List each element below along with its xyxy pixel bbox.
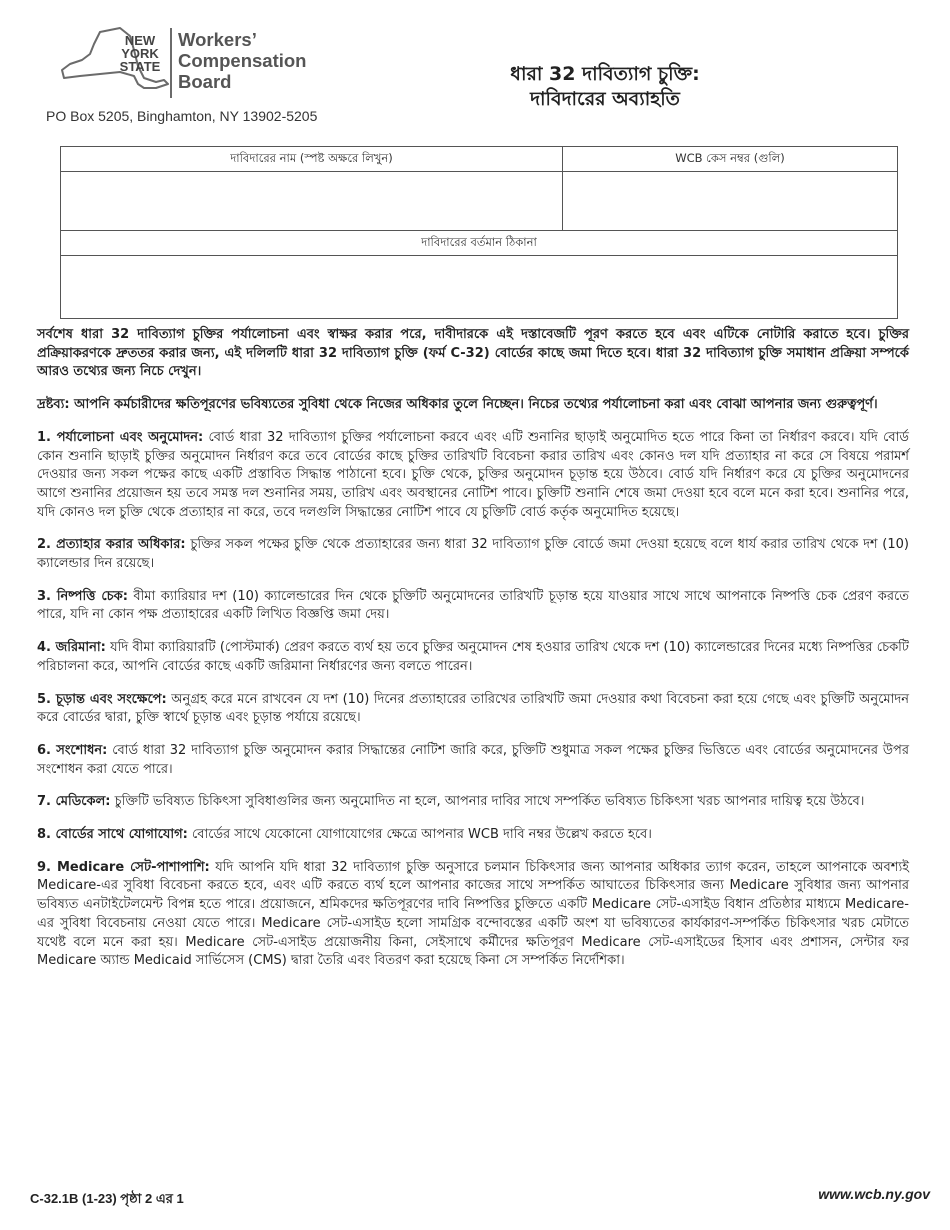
section-body: অনুগ্রহ করে মনে রাখবেন যে দশ (10) দিনের প্রত্যাহারের তারিখের তারিখটি জমা দেওয়ার কথা বিবেচনা করা হয়ে গেছে এবং চুক্তিটি অনুমোদন করে বোর্ডের দ্বারা, চুক্তি স্বার্থে চূড়ান্ত এবং চূড়ান্ত পর্যায়ে রয়েছে।	[37, 691, 909, 726]
section-review-approval	[37, 429, 909, 523]
section-body: যদি আপনি যদি ধারা 32 দাবিত্যাগ চুক্তি অনুসারে চলমান চিকিৎসার জন্য আপনার অধিকার ত্যাগ করেন, তাহলে আপনাকে অবশ্যই Medicare-এর সুবিধা বিবেচনা করতে হবে, এবং এটি করতে ব্যর্থ হলে আপনার কাজের সাথে সম্পর্কিত আঘাতের চিকিৎসার জন্য Medicare সুবিধার জন্য আপনার ভবিষ্যত এনটাইটেলমেন্ট বিপন্ন হতে পারে। প্রয়োজনে, শ্রমিকদের ক্ষতিপূরণের দাবি নিষ্পত্তির চুক্তিতে একটি Medicare সেট-এসাইড বিধান প্রতিষ্ঠার মাধ্যমে Medicare-এর সুবিধা বিবেচনায় নেওয়া যেতে পারে। Medicare সেট-এসাইড হলো সামগ্রিক বন্দোবস্তের একটি অংশ যা ভবিষ্যতের কার্যকারণ-সম্পর্কিত চিকিৎসার খরচ মেটাতে যথেষ্ট বলে মনে করা হয়। Medicare সেট-এসাইড প্রয়োজনীয় কিনা, সেইসাথে কর্মীদের ক্ষতিপূরণ Medicare সেট-এসাইডের হিসাব এবং প্রশাসন, সেন্টার ফর Medicare অ্যান্ড Medicaid সার্ভিসেস (CMS) দ্বারা তৈরি এবং বিতরণ করা হয়েছে কিনা সে সম্পর্কিত নির্দেশিকা।	[37, 859, 910, 969]
section-heading: 6. সংশোধন:	[37, 742, 108, 758]
wcb-logo	[60, 26, 360, 106]
section-body: বোর্ড ধারা 32 দাবিত্যাগ চুক্তির পর্যালোচনা করবে এবং এটি শুনানির ছাড়াই অনুমোদিত হতে পারে কিনা তা নির্ধারণ করবে। যদি বোর্ড কোন শুনানি ছাড়াই চুক্তির অনুমোদন নির্ধারণ করে তবে বোর্ডের কাছে চুক্তির তারিখটি বিবেচনা করার তারিখ এবং কোনও দল যদি প্রত্যাহার না করে সে বিষয়ে পরামর্শ দেওয়ার জন্য সকল পক্ষের কাছে একটি প্রস্তাবিত সিদ্ধান্ত পাঠানো হবে। চুক্তি থেকে, চুক্তির অনুমোদন চূড়ান্ত হয়ে উঠবে। বোর্ড যদি নির্ধারণ করে যে চুক্তির অনুমোদনের আগে শুনানির প্রয়োজন হয় তবে সমস্ত দল শুনানির সময়, তারিখ এবং অবস্থানের নোটিশ পাবে। চুক্তিটি শুনানি শেষে জমা দেওয়া হবে বলে মনে করা হবে। শুনানির পরে, যদি কোনও দল চুক্তি থেকে প্রত্যাহার না করে, তবে দলগুলি সিদ্ধান্তের নোটিশ পাবে যে চুক্তিটি বোর্ড কর্তৃক অনুমোদিত হয়েছে।	[37, 429, 910, 520]
page-header	[0, 0, 950, 130]
instructions-content	[37, 326, 909, 985]
section-body: চুক্তিটি ভবিষ্যত চিকিৎসা সুবিধাগুলির জন্য অনুমোদিত না হলে, আপনার দাবির সাথে সম্পর্কিত ভবিষ্যত চিকিৎসা খরচ আপনার দায়িত্ব হয়ে উঠবে।	[110, 794, 865, 810]
current-address-field[interactable]	[61, 256, 898, 319]
section-heading: 5. চূড়ান্ত এবং সংক্ষেপে:	[37, 691, 167, 707]
section-penalty	[37, 639, 909, 676]
state-name-line-3: STATE	[119, 59, 161, 74]
section-heading: 7. মেডিকেল:	[37, 794, 111, 810]
form-title	[445, 62, 765, 112]
logo-divider	[170, 28, 172, 98]
note-paragraph: দ্রষ্টব্য: আপনি কর্মচারীদের ক্ষতিপূরণের ভবিষ্যতের সুবিধা থেকে নিজের অধিকার তুলে নিচ্ছেন। নিচের তথ্যের পর্যালোচনা করা এবং বোঝা আপনার জন্য গুরুত্বপূর্ণ।	[37, 397, 878, 413]
section-heading: 4. জরিমানা:	[37, 640, 106, 656]
section-body: বোর্ডের সাথে যেকোনো যোগাযোগের ক্ষেত্রে আপনার WCB দাবি নম্বর উল্লেখ করতে হবে।	[187, 827, 652, 843]
section-body: বোর্ড ধারা 32 দাবিত্যাগ চুক্তি অনুমোদন করার সিদ্ধান্তের নোটিশ জারি করে, চুক্তিটি শুধুমাত্র সকল পক্ষের চুক্তির ভিত্তিতে এবং বোর্ডের অনুমোদনের উপর সংশোধন করা যেতে পারে।	[37, 742, 909, 777]
agency-name-line-1: Workers’	[178, 29, 257, 50]
section-body: চুক্তির সকল পক্ষের চুক্তি থেকে প্রত্যাহারের জন্য ধারা 32 দাবিত্যাগ চুক্তি বোর্ডে জমা দেওয়া হয়েছে বলে ধার্য করার তারিখ থেকে দশ (10) ক্যালেন্ডার দিন রয়েছে।	[37, 537, 909, 572]
section-right-to-withdraw	[37, 536, 909, 573]
section-final-binding	[37, 691, 909, 728]
section-settlement-check	[37, 588, 909, 625]
agency-name-line-2: Compensation	[178, 50, 307, 71]
section-heading: 3. নিষ্পত্তি চেক:	[37, 588, 128, 604]
section-heading: 2. প্রত্যাহার করার অধিকার:	[37, 537, 186, 553]
section-medical	[37, 793, 909, 812]
state-name-line-1: NEW	[124, 33, 156, 48]
agency-name-line-3: Board	[178, 71, 232, 92]
section-amendment	[37, 742, 909, 779]
section-heading: 8. বোর্ডের সাথে যোগাযোগ:	[37, 827, 188, 843]
state-name	[118, 34, 162, 73]
website-link[interactable]: www.wcb.ny.gov	[818, 1186, 930, 1202]
section-body: যদি বীমা ক্যারিয়ারটি (পোস্টমার্ক) প্রেরণ করতে ব্যর্থ হয় তবে চুক্তির অনুমোদন শেষ হওয়ার তারিখ থেকে দশ (10) ক্যালেন্ডারের দিনের মধ্যে নিষ্পত্তির চেকটি পরিচালনা করে, আপনি বোর্ডের কাছে একটি জরিমানা নির্ধারণের জন্য বলতে পারেন।	[37, 640, 909, 674]
intro-paragraph: সর্বশেষ ধারা 32 দাবিত্যাগ চুক্তির পর্যালোচনা এবং স্বাক্ষর করার পরে, দাবীদারকে এই দস্তাবেজটি পূরণ করতে হবে এবং এটিকে নোটারি করাতে হবে। চুক্তির প্রক্রিয়াকরণকে দ্রুততর করার জন্য, এই দলিলটি ধারা 32 দাবিত্যাগ চুক্তি (ফর্ম C-32) বোর্ডের কাছে জমা দিতে হবে। ধারা 32 দাবিত্যাগ চুক্তি সমাধান প্রক্রিয়া সম্পর্কে আরও তথ্যের জন্য নিচে দেখুন।	[37, 327, 909, 380]
claimant-name-label: দাবিদারের নাম (স্পষ্ট অক্ষরে লিখুন)	[61, 147, 563, 172]
claimant-name-field[interactable]	[61, 172, 563, 231]
section-heading: 1. পর্যালোচনা এবং অনুমোদন:	[37, 429, 204, 445]
state-name-line-2: YORK	[121, 46, 159, 61]
section-contacting-board	[37, 826, 909, 845]
wcb-case-number-label: WCB কেস নম্বর (গুলি)	[563, 147, 898, 172]
wcb-case-number-field[interactable]	[563, 172, 898, 231]
claimant-info-table	[60, 146, 898, 319]
section-medicare-set-aside	[37, 859, 909, 971]
form-id-page-number: C-32.1B (1-23) পৃষ্ঠা 2 এর 1	[30, 1191, 184, 1206]
section-body: বীমা ক্যারিয়ার দশ (10) ক্যালেন্ডারের দিন থেকে চুক্তিটি অনুমোদনের তারিখটি চূড়ান্ত হয়ে যাওয়ার সাথে সাথে আপনাকে নিষ্পত্তি চেক প্রেরণ করতে পারে, যদি না কোন পক্ষ প্রত্যাহারের একটি লিখিত বিজ্ঞপ্তি জমা দেয়।	[37, 588, 910, 623]
form-title-line-2: দাবিদারের অব্যাহতি	[530, 88, 680, 110]
board-address: PO Box 5205, Binghamton, NY 13902-5205	[46, 108, 318, 124]
agency-name	[178, 29, 306, 92]
form-title-line-1: ধারা 32 দাবিত্যাগ চুক্তি:	[510, 63, 700, 85]
section-heading: 9. Medicare সেট-পাশাপাশি:	[37, 859, 210, 875]
current-address-label: দাবিদারের বর্তমান ঠিকানা	[61, 231, 898, 256]
